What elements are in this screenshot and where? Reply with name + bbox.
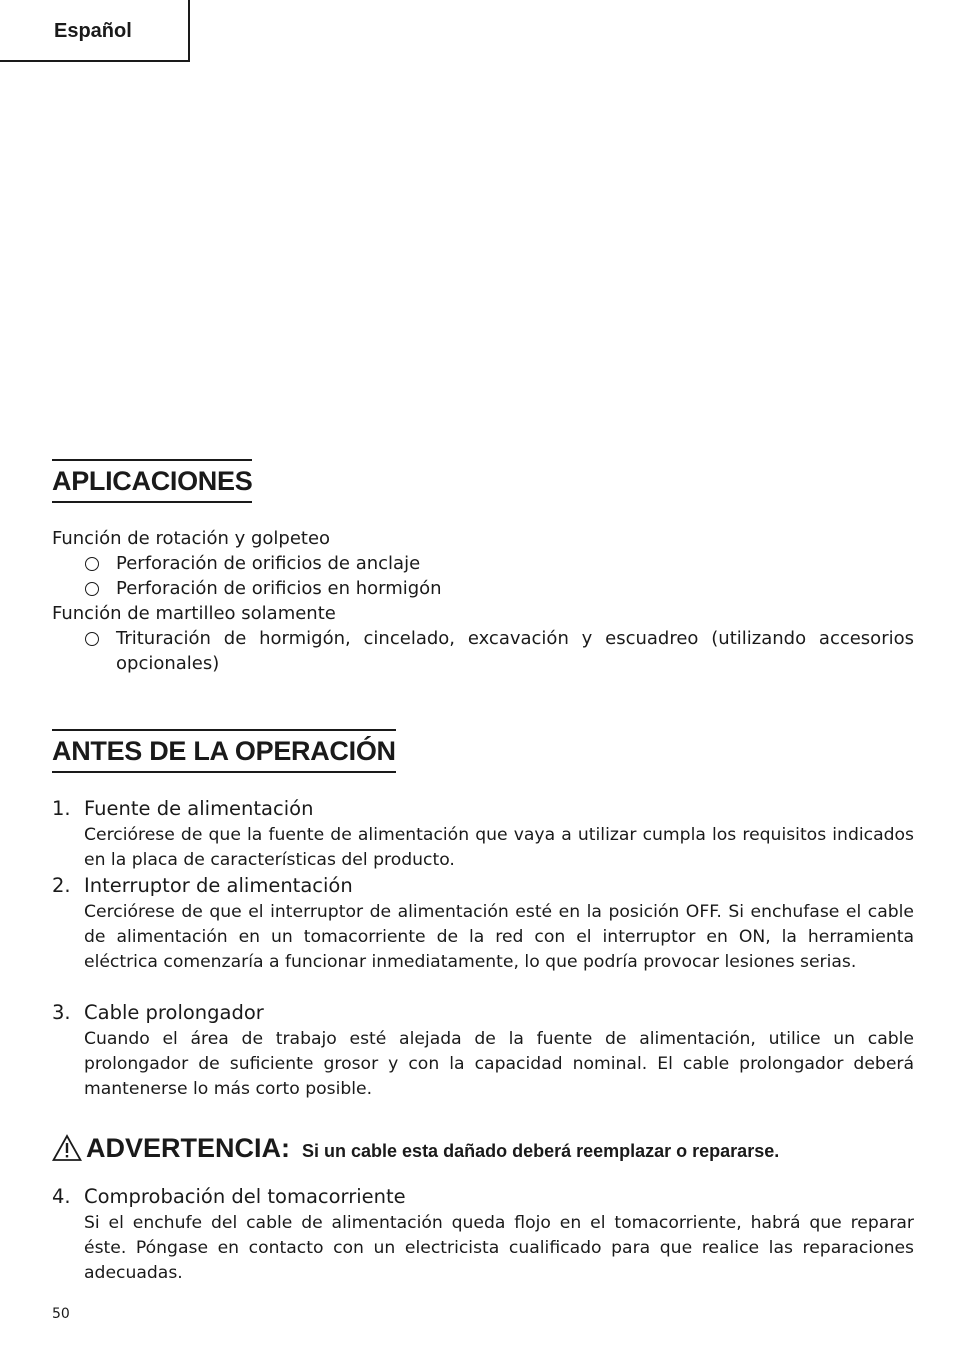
group-label-rotation: Función de rotación y golpeteo xyxy=(52,528,331,549)
warning-label: ADVERTENCIA: xyxy=(86,1132,291,1163)
page-number: 50 xyxy=(52,1306,70,1322)
item-number: 3. xyxy=(52,1001,71,1024)
item-heading-extension-cord: Cable prolongador xyxy=(84,1001,264,1024)
warning-text: Si un cable esta dañado deberá reemplazar o repararse. xyxy=(302,1140,780,1161)
language-tab xyxy=(0,0,190,62)
list-item: Perforación de orificios en hormigón xyxy=(116,578,442,599)
warning-notice xyxy=(52,1130,779,1166)
warning-triangle-icon xyxy=(52,1134,82,1162)
language-label: Español xyxy=(54,20,132,42)
item-heading-outlet-check: Comprobación del tomacorriente xyxy=(84,1185,406,1208)
item-text-power-switch: Cerciórese de que el interruptor de alimentación esté en la posición OFF. Si enchufase el cable de alimentación en un tomacorriente de la red con el interruptor en ON, la herramienta eléctrica comenzaría a funcionar inmediatamente, lo que podría provocar lesiones serias. xyxy=(84,902,914,973)
section-title-applications: APLICACIONES xyxy=(52,459,252,503)
bullet-circle-icon xyxy=(85,582,99,596)
item-text-extension-cord: Cuando el área de trabajo esté alejada de la fuente de alimentación, utilice un cable prolongador de suficiente grosor y con la capacidad nominal. El cable prolongador deberá mantenerse lo más corto posible. xyxy=(84,1029,914,1100)
bullet-circle-icon xyxy=(85,557,99,571)
item-text-outlet-check: Si el enchufe del cable de alimentación queda flojo en el tomacorriente, habrá que reparar éste. Póngase en contacto con un electricista cualificado para que realice las reparaciones adecuadas. xyxy=(84,1213,914,1284)
group-label-hammer: Función de martilleo solamente xyxy=(52,603,336,624)
section-title-before-operation: ANTES DE LA OPERACIÓN xyxy=(52,729,396,773)
item-text-power-source: Cerciórese de que la fuente de alimentación que vaya a utilizar cumpla los requisitos indicados en la placa de características del producto. xyxy=(84,825,914,871)
item-number: 2. xyxy=(52,874,71,897)
bullet-circle-icon xyxy=(85,632,99,646)
item-heading-power-switch: Interruptor de alimentación xyxy=(84,874,353,897)
list-item: Perforación de orificios de anclaje xyxy=(116,553,421,574)
item-heading-power-source: Fuente de alimentación xyxy=(84,797,314,820)
item-number: 1. xyxy=(52,797,71,820)
list-item: Trituración de hormigón, cincelado, excavación y escuadreo (utilizando accesorios opcionales) xyxy=(116,628,914,674)
item-number: 4. xyxy=(52,1185,71,1208)
